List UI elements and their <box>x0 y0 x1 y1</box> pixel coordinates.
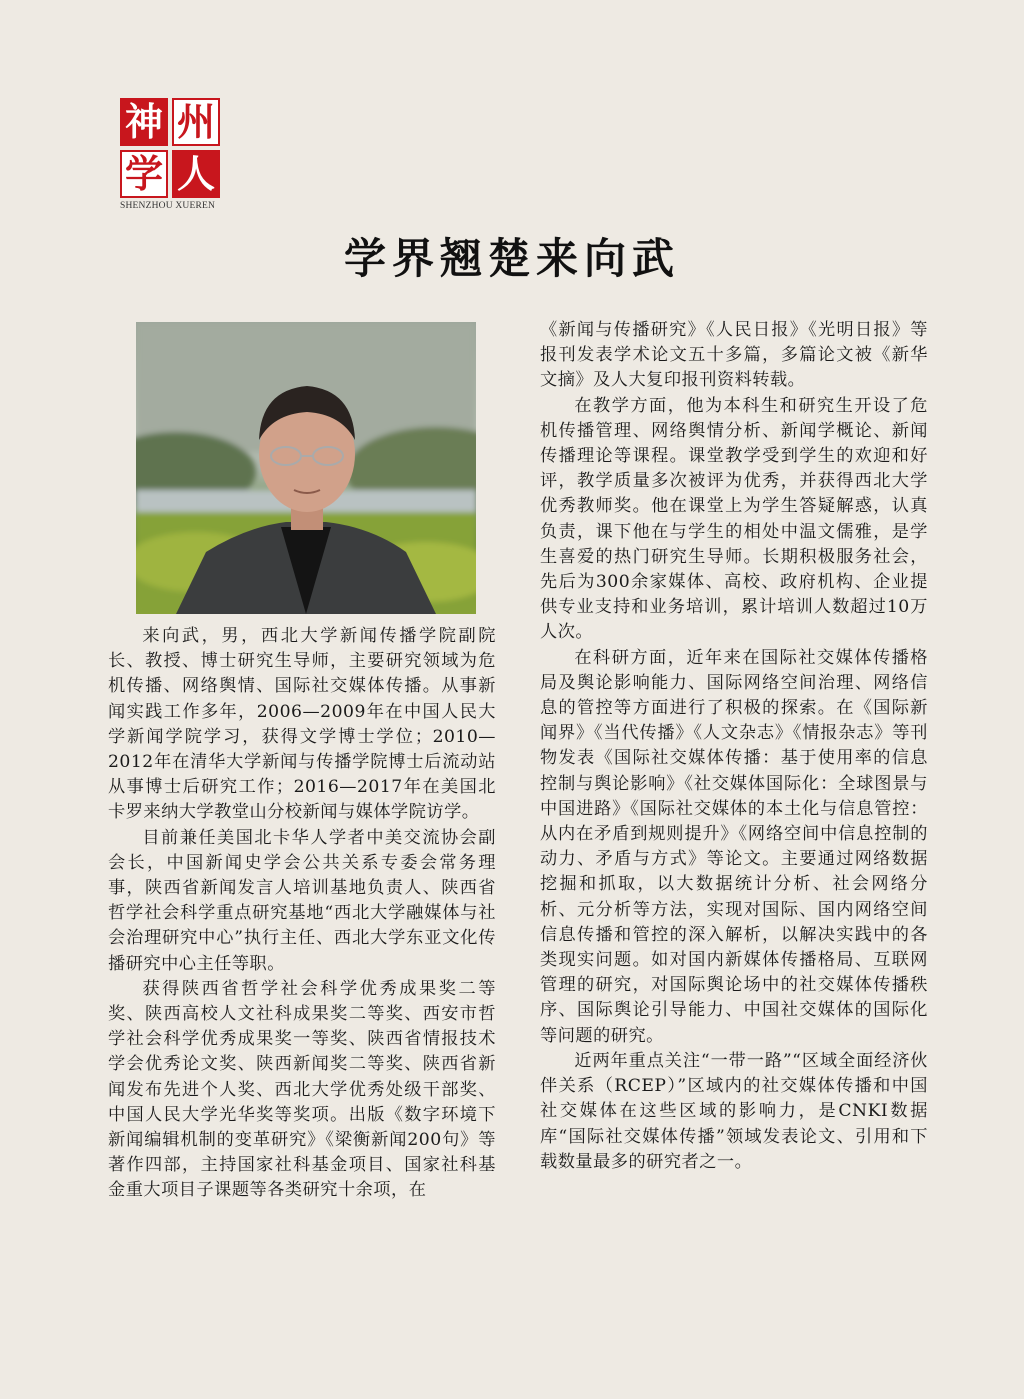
logo-char: 学 <box>120 150 168 198</box>
logo-subtitle: SHENZHOU XUEREN <box>120 201 216 211</box>
body-paragraph: 目前兼任美国北卡华人学者中美交流协会副会长，中国新闻史学会公共关系专委会常务理事，陕西省新闻发言人培训基地负责人、陕西省哲学社会科学重点研究基地“西北大学融媒体与社会治理研究中心”执行主任、西北大学东亚文化传播研究中心主任等职。 <box>108 827 496 974</box>
body-paragraph-continued: 《新闻与传播研究》《人民日报》《光明日报》等报刊发表学术论文五十多篇，多篇论文被《新华文摘》及人大复印报刊资料转载。 <box>540 320 928 391</box>
article-title: 学界翘楚来向武 <box>343 234 680 283</box>
right-column <box>540 318 928 1175</box>
body-paragraph: 来向武，男，西北大学新闻传播学院副院长、教授、博士研究生导师，主要研究领域为危机传播、网络舆情、国际社交媒体传播。从事新闻实践工作多年，2006—2009年在中国人民大学新闻学院学习，获得文学博士学位；2010—2012年在清华大学新闻与传播学院博士后流动站从事博士后研究工作；2016—2017年在美国北卡罗来纳大学教堂山分校新闻与媒体学院访学。 <box>108 626 496 823</box>
body-paragraph: 在教学方面，他为本科生和研究生开设了危机传播管理、网络舆情分析、新闻学概论、新闻传播理论等课程。课堂教学受到学生的欢迎和好评，教学质量多次被评为优秀，并获得西北大学优秀教师奖。他在课堂上为学生答疑解惑，认真负责，课下他在与学生的相处中温文儒雅，是学生喜爱的热门研究生导师。长期积极服务社会，先后为300余家媒体、高校、政府机构、企业提供专业支持和业务培训，累计培训人数超过10万人次。 <box>540 395 928 643</box>
left-column <box>108 624 496 1204</box>
portrait-photo <box>136 322 476 614</box>
body-paragraph: 近两年重点关注“一带一路”“区域全面经济伙伴关系（RCEP）”区域内的社交媒体传播和中国社交媒体在这些区域的影响力，是CNKI数据库“国际社交媒体传播”领域发表论文、引用和下载数量最多的研究者之一。 <box>540 1050 928 1172</box>
logo-char: 人 <box>172 150 220 198</box>
portrait-illustration <box>136 322 476 614</box>
body-paragraph: 在科研方面，近年来在国际社交媒体传播格局及舆论影响能力、国际网络空间治理、网络信息的管控等方面进行了积极的探索。在《国际新闻界》《当代传播》《人文杂志》《情报杂志》等刊物发表《国际社交媒体传播：基于使用率的信息控制与舆论影响》《社交媒体国际化：全球图景与中国进路》《国际社交媒体的本土化与信息管控：从内在矛盾到规则提升》《网络空间中信息控制的动力、矛盾与方式》等论文。主要通过网络数据挖掘和抓取，以大数据统计分析、社会网络分析、元分析等方法，实现对国际、国内网络空间信息传播和管控的深入解析，以解决实践中的各类现实问题。如对国内新媒体传播格局、互联网管理的研究，对国际舆论场中的社交媒体传播秩序、国际舆论引导能力、中国社交媒体的国际化等问题的研究。 <box>540 647 928 1046</box>
logo-char: 州 <box>172 98 220 146</box>
body-paragraph: 获得陕西省哲学社会科学优秀成果奖二等奖、陕西高校人文社科成果奖二等奖、西安市哲学社会科学优秀成果奖一等奖、陕西省情报技术学会优秀论文奖、陕西新闻奖二等奖、陕西省新闻发布先进个人奖、西北大学优秀处级干部奖、中国人民大学光华奖等奖项。出版《数字环境下新闻编辑机制的变革研究》《梁衡新闻200句》等著作四部，主持国家社科基金项目、国家社科基金重大项目子课题等各类研究十余项，在 <box>108 978 496 1201</box>
logo-char: 神 <box>120 98 168 146</box>
column-logo <box>120 98 230 211</box>
